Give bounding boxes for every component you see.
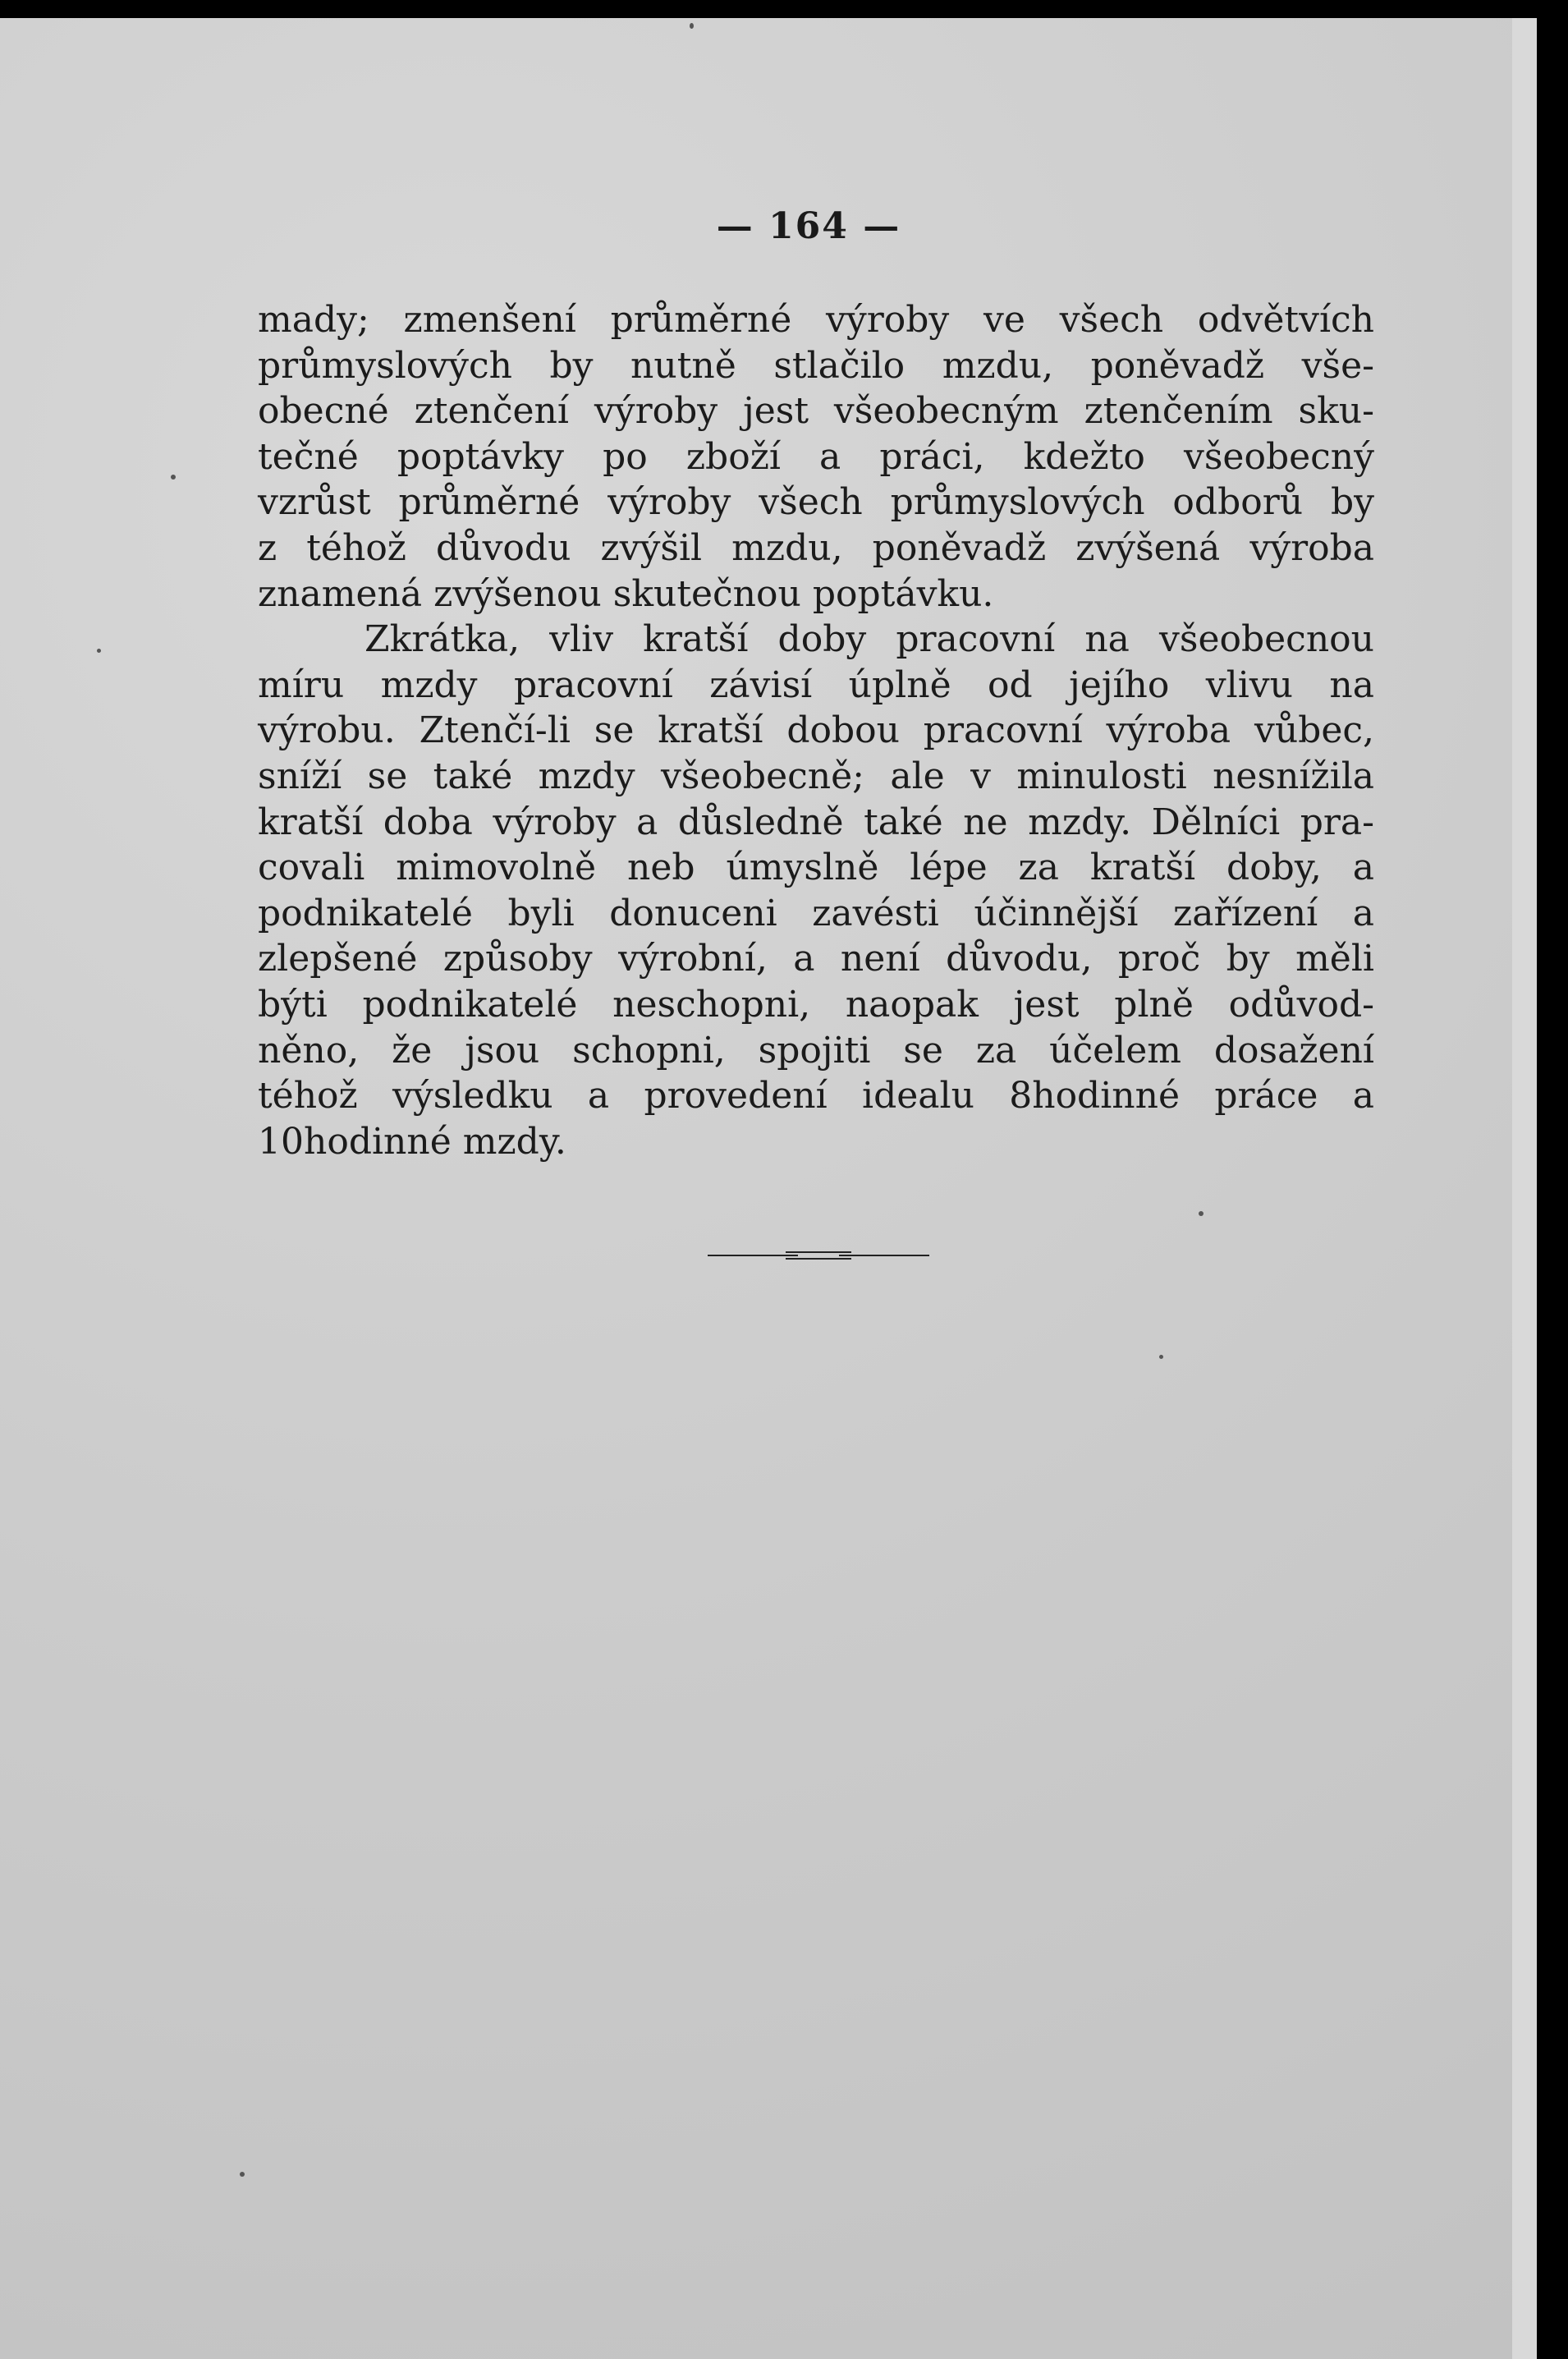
text-line: zlepšené způsoby výrobní, a není důvodu, proč by měli bbox=[258, 938, 1374, 980]
text-line: kratší doba výroby a důsledně také ne mzdy. Dělníci pra- bbox=[258, 801, 1374, 843]
scan-border bbox=[1537, 0, 1568, 2359]
text-line: obecné ztenčení výroby jest všeobecným ztenčením sku- bbox=[258, 390, 1374, 433]
paper-speck bbox=[240, 2172, 245, 2177]
text-line: téhož výsledku a provedení idealu 8hodinné práce a bbox=[258, 1075, 1374, 1118]
text-line: míru mzdy pracovní závisí úplně od jejího vlivu na bbox=[258, 663, 1374, 706]
text-line: znamená zvýšenou skutečnou poptávku. bbox=[258, 572, 994, 615]
text-line: býti podnikatelé neschopni, naopak jest plně odůvod- bbox=[258, 983, 1374, 1026]
paper-speck bbox=[1199, 1211, 1204, 1216]
page-edge-strip bbox=[1512, 18, 1537, 2359]
text-line: podnikatelé byli donuceni zavésti účinnější zařízení a bbox=[258, 892, 1374, 934]
text-line: 10hodinné mzdy. bbox=[258, 1120, 566, 1163]
text-line: výrobu. Ztenčí-li se kratší dobou pracovní výroba vůbec, bbox=[258, 709, 1374, 752]
text-line: průmyslových by nutně stlačilo mzdu, poněvadž vše- bbox=[258, 344, 1374, 387]
paper-speck bbox=[1159, 1355, 1163, 1359]
body-text bbox=[258, 297, 1374, 1164]
text-line: tečné poptávky po zboží a práci, kdežto všeobecný bbox=[258, 435, 1374, 478]
page-number: — 164 — bbox=[716, 205, 901, 247]
text-line: z téhož důvodu zvýšil mzdu, poněvadž zvýšená výroba bbox=[258, 526, 1374, 569]
text-line: covali mimovolně neb úmyslně lépe za kratší doby, a bbox=[258, 847, 1374, 889]
text-line: mady; zmenšení průměrné výroby ve všech odvětvích bbox=[258, 299, 1374, 341]
section-end-ornament bbox=[708, 1250, 929, 1261]
text-line: vzrůst průměrné výroby všech průmyslových odborů by bbox=[258, 481, 1374, 524]
text-line: sníží se také mzdy všeobecně; ale v minulosti nesnížila bbox=[258, 755, 1374, 797]
text-line: něno, že jsou schopni, spojiti se za účelem dosažení bbox=[258, 1029, 1374, 1072]
paper-speck bbox=[171, 475, 176, 480]
paper-speck bbox=[690, 23, 694, 29]
text-line: Zkrátka, vliv kratší doby pracovní na všeobecnou bbox=[364, 618, 1374, 661]
paper-speck bbox=[97, 649, 101, 653]
